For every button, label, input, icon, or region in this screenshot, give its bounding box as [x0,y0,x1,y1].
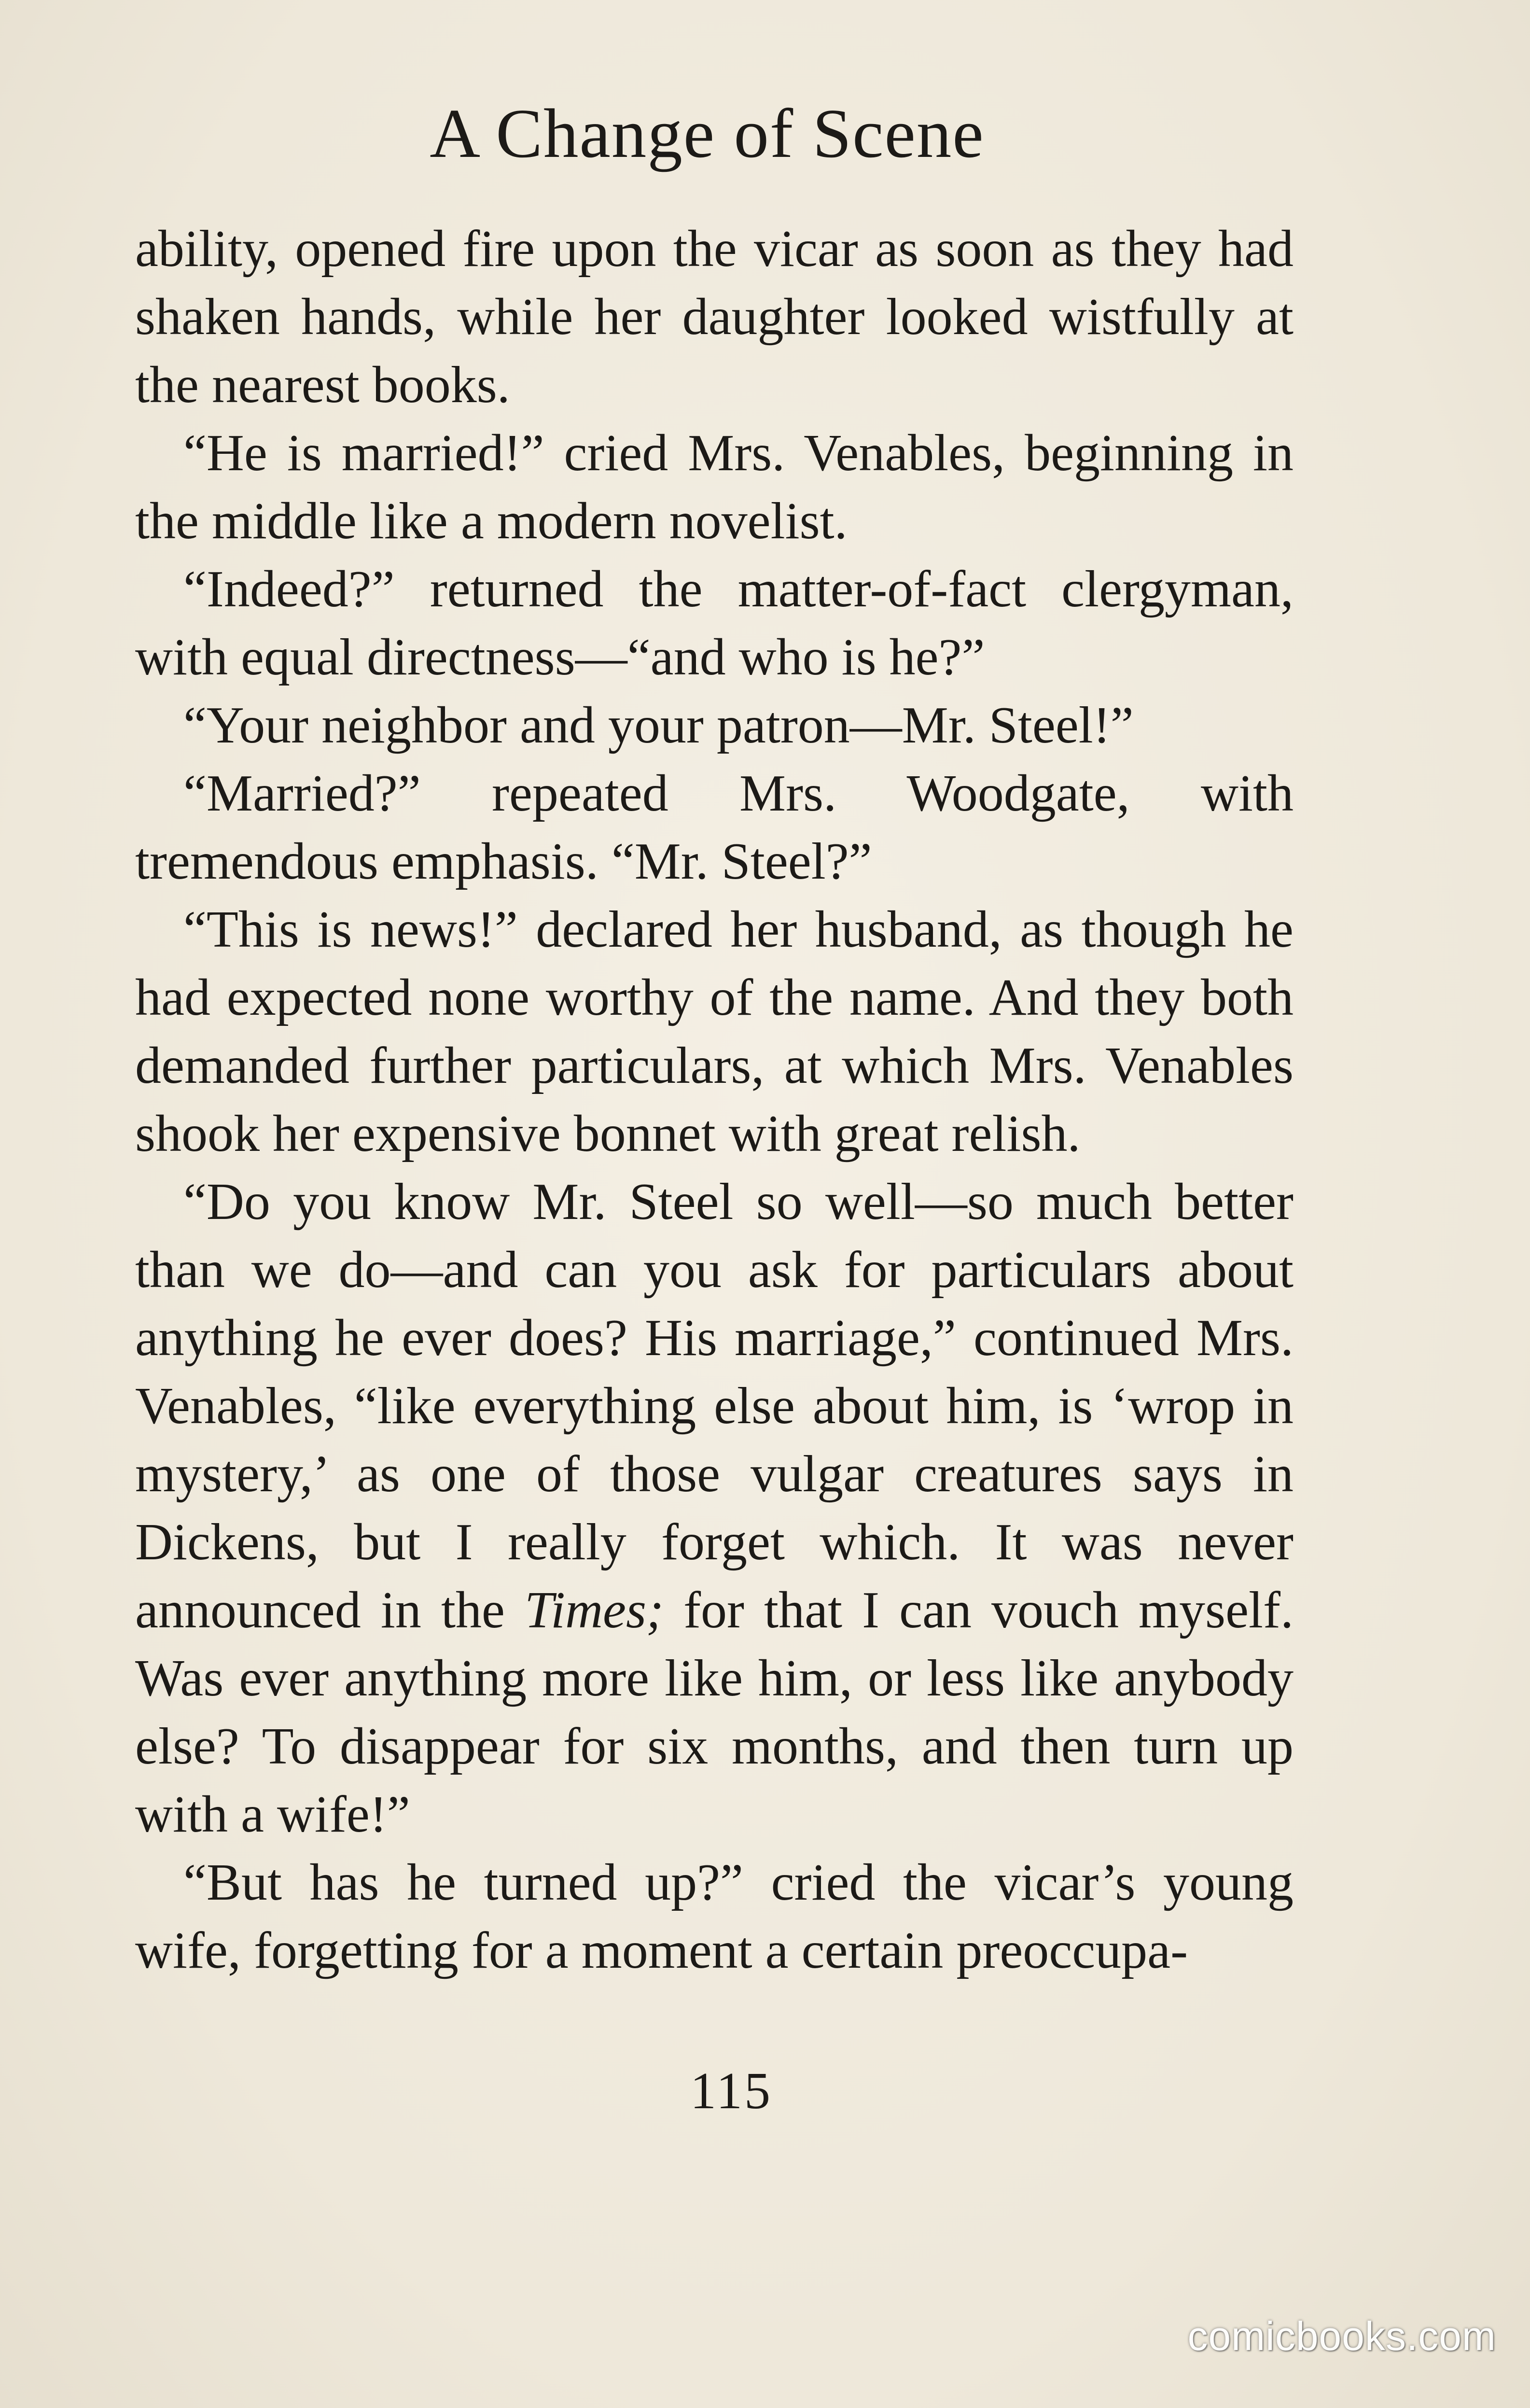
paragraph: “Married?” repeated Mrs. Woodgate, with tremendous emphasis. “Mr. Steel?” [135,765,1294,890]
watermark: comicbooks.com [1187,2313,1496,2359]
paragraph-text: for that I can vouch myself. Was ever anything more like him, or less like anybody else? To disappear for six months, and then turn up with a wife!” [135,1582,1294,1843]
page-number: 115 [690,2062,772,2120]
paragraph: “He is married!” cried Mrs. Venables, beginning in the middle like a modern novelist. [135,424,1294,550]
paragraph [135,1168,1294,1848]
paragraph: “But has he turned up?” cried the vicar’s young wife, forgetting for a moment a certain preoccupa- [135,1854,1294,1979]
italic-title: Times; [524,1582,664,1639]
paragraph: “Indeed?” returned the matter-of-fact clergyman, with equal directness—“and who is he?” [135,560,1294,686]
paragraph: “This is news!” declared her husband, as though he had expected none worthy of the name. And they both demanded further particulars, at which Mrs. Venables shook her expensive bonnet with great relish. [135,901,1294,1162]
paragraph: “Your neighbor and your patron—Mr. Steel!” [183,697,1134,754]
paragraph-text: “Do you know Mr. Steel so well—so much better than we do—and can you ask for particulars about anything he ever does? His marriage,” continued Mrs. Venables, “like everything else about him, is ‘wrop in mystery,’ as one of those vulgar creatures says in Dickens, but I really forget which. It was never announced in the [135,1173,1294,1639]
body-text [135,215,1294,1985]
running-head: A Change of Scene [430,95,985,172]
paragraph: ability, opened fire upon the vicar as soon as they had shaken hands, while her daughter looked wistfully at the nearest books. [135,220,1294,414]
